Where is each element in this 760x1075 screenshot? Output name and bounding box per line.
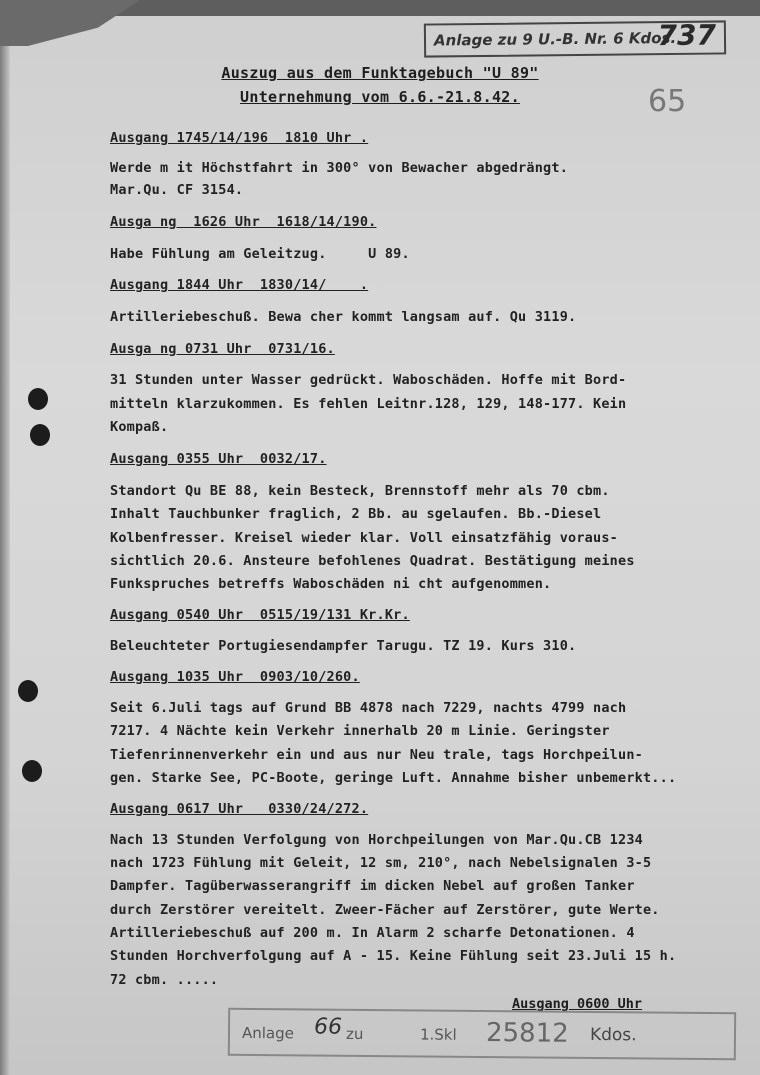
- scan-edge: [0, 0, 10, 1075]
- entry-text-line: Funkspruches betreffs Waboschäden ni cht aufgenommen.: [110, 576, 552, 592]
- entry-text-line: mitteln klarzukommen. Es fehlen Leitnr.128, 129, 148-177. Kein: [110, 396, 627, 412]
- archive-stamp-skl: 1.Skl: [419, 1025, 457, 1044]
- entry-text-line: 31 Stunden unter Wasser gedrückt. Waboschäden. Hoffe mit Bord-: [110, 372, 627, 388]
- entry-text-line: gen. Starke See, PC-Boote, geringe Luft. Annahme bisher unbemerkt...: [110, 770, 677, 786]
- entry-text-line: Kolbenfresser. Kreisel wieder klar. Voll einsatzfähig voraus-: [110, 530, 618, 546]
- entry-text-line: Artilleriebeschuß auf 200 m. In Alarm 2 scharfe Detonationen. 4: [110, 925, 635, 941]
- archive-stamp: [228, 1008, 736, 1060]
- entry-text-line: Nach 13 Stunden Verfolgung von Horchpeilungen von Mar.Qu.CB 1234: [110, 832, 643, 848]
- archive-stamp-anlage: Anlage: [241, 1023, 294, 1043]
- entry-heading: Ausgang 0355 Uhr 0032/17.: [110, 451, 327, 467]
- entry-text-line: Habe Fühlung am Geleitzug. U 89.: [110, 246, 410, 262]
- entry-heading: Ausga ng 0731 Uhr 0731/16.: [110, 341, 335, 357]
- punch-hole: [22, 760, 42, 782]
- entry-heading: Ausgang 0617 Uhr 0330/24/272.: [110, 801, 369, 817]
- entry-text-line: Dampfer. Tagüberwasserangriff im dicken Nebel auf großen Tanker: [110, 878, 635, 894]
- archive-stamp-number: 25812: [485, 1018, 569, 1049]
- entry-text-line: Seit 6.Juli tags auf Grund BB 4878 nach 7229, nachts 4799 nach: [110, 700, 627, 716]
- entry-text-line: 7217. 4 Nächte kein Verkehr innerhalb 20 m Linie. Geringster: [110, 723, 610, 739]
- entry-text-line: Inhalt Tauchbunker fraglich, 2 Bb. au sgelaufen. Bb.-Diesel: [110, 506, 602, 522]
- entry-heading: Ausgang 1844 Uhr 1830/14/ .: [110, 277, 369, 293]
- entry-text-line: Beleuchteter Portugiesendampfer Tarugu. TZ 19. Kurs 310.: [110, 638, 577, 654]
- entry-text-line: Stunden Horchverfolgung auf A - 15. Keine Fühlung seit 23.Juli 15 h.: [110, 948, 677, 964]
- archive-stamp-kdos: Kdos.: [589, 1024, 637, 1046]
- entry-text-line: Mar.Qu. CF 3154.: [110, 182, 244, 198]
- punch-hole: [18, 680, 38, 702]
- archive-stamp-zu: zu: [345, 1024, 364, 1043]
- entry-heading: Ausgang 0540 Uhr 0515/19/131 Kr.Kr.: [110, 607, 410, 623]
- entry-text-line: Kompaß.: [110, 419, 169, 435]
- closing-line: Ausgang 0600 Uhr: [512, 996, 643, 1012]
- punch-hole: [30, 424, 50, 446]
- entry-text-line: durch Zerstörer vereitelt. Zweer-Fächer auf Zerstörer, gute Werte.: [110, 902, 660, 918]
- torn-corner: [0, 0, 140, 46]
- entry-heading: Ausga ng 1626 Uhr 1618/14/190.: [110, 214, 377, 230]
- entry-heading: Ausgang 1745/14/196 1810 Uhr .: [110, 130, 369, 146]
- punch-hole: [28, 388, 48, 410]
- entry-text-line: Standort Qu BE 88, kein Besteck, Brennstoff mehr als 70 cbm.: [110, 483, 610, 499]
- page-number: 65: [648, 84, 687, 119]
- entry-text-line: Werde m it Höchstfahrt in 300° von Bewacher abgedrängt.: [110, 160, 569, 176]
- entry-heading: Ausgang 1035 Uhr 0903/10/260.: [110, 669, 360, 685]
- document-title: Auszug aus dem Funktagebuch "U 89": [221, 64, 539, 82]
- entry-text-line: 72 cbm. .....: [110, 972, 219, 988]
- entry-text-line: nach 1723 Fühlung mit Geleit, 12 sm, 210°, nach Nebelsignalen 3-5: [110, 855, 652, 871]
- entry-text-line: Tiefenrinnenverkehr ein und aus nur Neu trale, tags Horchpeilun-: [110, 747, 643, 763]
- enclosure-stamp-number: 737: [657, 18, 717, 53]
- document-subtitle: Unternehmung vom 6.6.-21.8.42.: [240, 88, 520, 106]
- enclosure-stamp-text: Anlage zu 9 U.-B. Nr. 6 Kdos.: [433, 28, 677, 50]
- enclosure-stamp: [424, 20, 726, 57]
- entry-text-line: Artilleriebeschuß. Bewa cher kommt langsam auf. Qu 3119.: [110, 309, 577, 325]
- entry-text-line: sichtlich 20.6. Ansteure befohlenes Quadrat. Bestätigung meines: [110, 553, 635, 569]
- archive-stamp-handwritten: 66: [313, 1014, 343, 1040]
